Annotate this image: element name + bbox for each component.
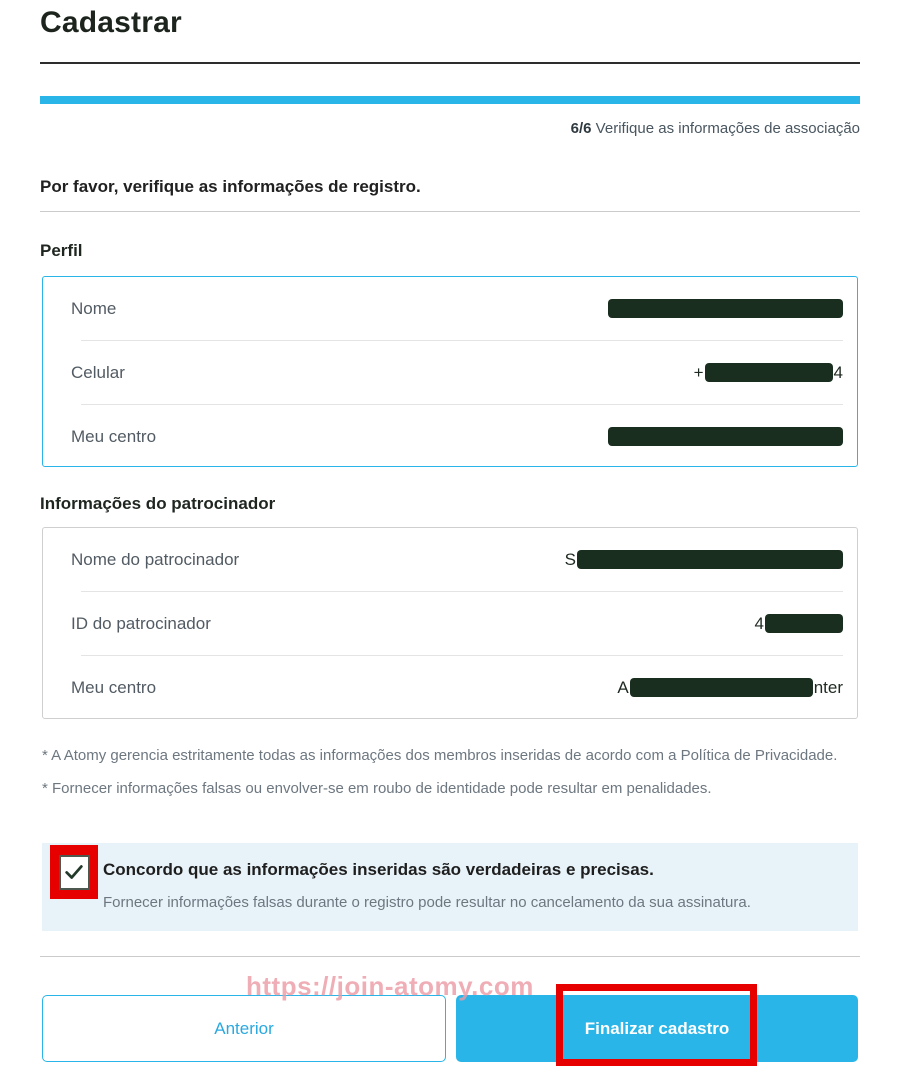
checkbox-highlight-annotation [50, 845, 98, 899]
row-value: 4 [755, 614, 843, 634]
step-number: 6/6 [570, 120, 592, 137]
redacted-value [608, 427, 843, 446]
notice-penalty: * Fornecer informações falsas ou envolver-se em roubo de identidade pode resultar em penalidades. [42, 780, 712, 797]
footer-buttons [42, 995, 858, 1062]
row-label: Celular [71, 362, 125, 382]
agreement-note: Fornecer informações falsas durante o registro pode resultar no cancelamento da sua assinatura. [103, 894, 751, 911]
page-title: Cadastrar [40, 6, 182, 39]
redacted-value [577, 550, 843, 569]
checkmark-icon [63, 861, 85, 883]
previous-button[interactable]: Anterior [42, 995, 446, 1062]
redacted-value [630, 678, 813, 697]
agree-checkbox[interactable] [59, 855, 90, 890]
profile-card [42, 276, 858, 467]
finish-registration-button[interactable]: Finalizar cadastro [456, 995, 858, 1062]
notice-privacy: * A Atomy gerencia estritamente todas as informações dos membros inseridas de acordo com a Política de Privacidade. [42, 747, 838, 764]
step-label: Verifique as informações de associação [591, 120, 860, 137]
step-indicator [40, 120, 860, 137]
info-row [43, 277, 857, 340]
row-label: Meu centro [71, 426, 157, 446]
sponsor-heading: Informações do patrocinador [40, 494, 276, 513]
info-row [43, 656, 857, 719]
info-row [43, 341, 857, 404]
profile-heading: Perfil [40, 241, 83, 260]
info-row [43, 528, 857, 591]
row-value [608, 427, 843, 446]
info-row [43, 592, 857, 655]
progress-bar [40, 96, 860, 104]
redacted-value [608, 299, 843, 318]
row-label: ID do patrocinador [71, 613, 211, 633]
row-value: S [565, 550, 843, 570]
row-label: Meu centro [71, 677, 157, 697]
row-label: Nome do patrocinador [71, 549, 240, 569]
divider [40, 211, 860, 212]
row-value [608, 299, 843, 318]
title-rule [40, 62, 860, 64]
notices [42, 744, 858, 810]
divider [40, 956, 860, 957]
row-label: Nome [71, 298, 117, 318]
redacted-value [705, 363, 833, 382]
info-row [43, 405, 857, 468]
agreement-section [42, 843, 858, 931]
watermark: https://join-atomy.com [246, 971, 534, 1001]
row-value: A nter [617, 677, 843, 697]
instruction-text: Por favor, verifique as informações de registro. [40, 177, 421, 196]
sponsor-card [42, 527, 858, 719]
redacted-value [765, 614, 843, 633]
row-value: + 4 [693, 362, 843, 382]
agreement-label[interactable]: Concordo que as informações inseridas são verdadeiras e precisas. [103, 860, 654, 879]
